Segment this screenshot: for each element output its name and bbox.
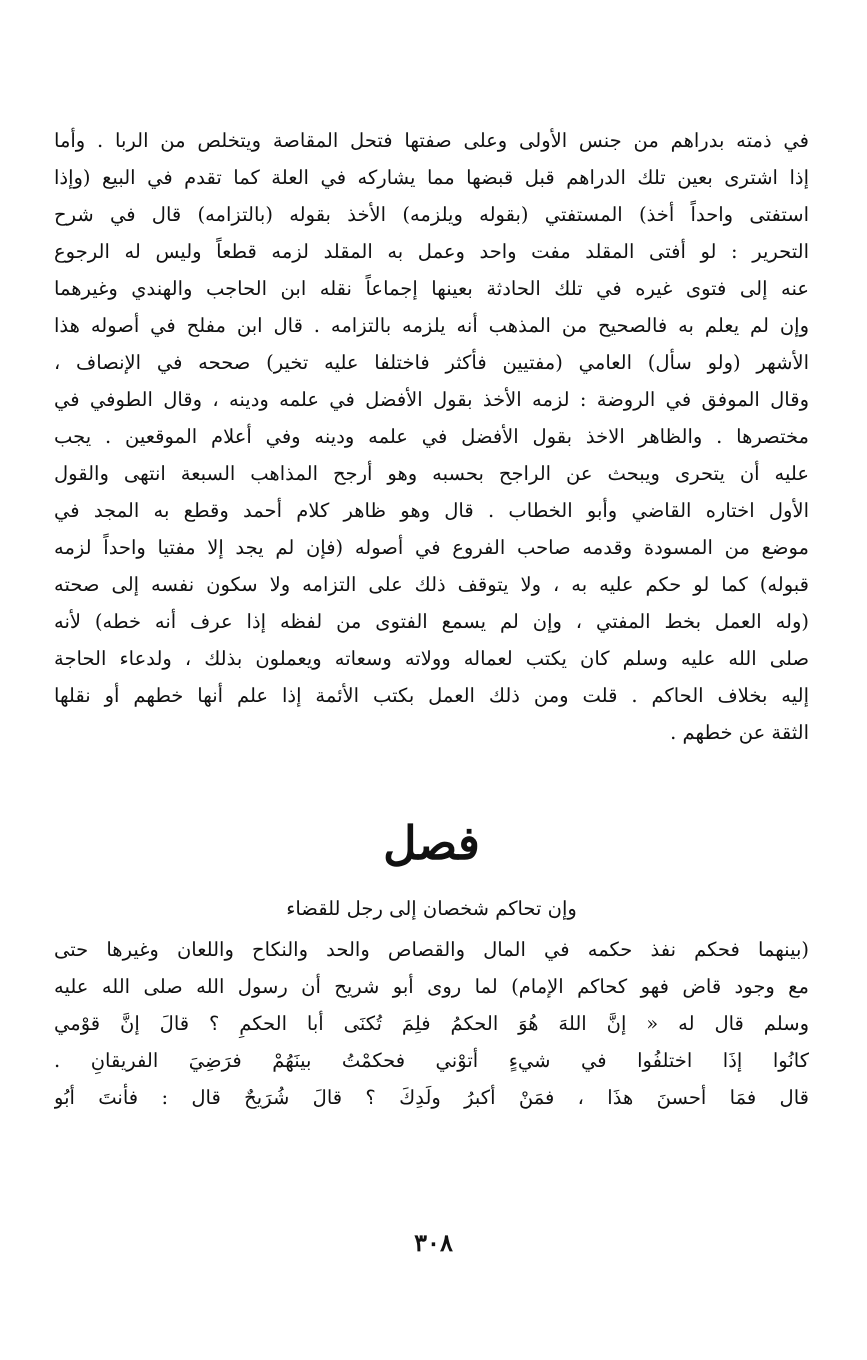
text-line: إذا اشترى بعين تلك الدراهم قبل قبضها مما يشاركه في العلة كما تقدم في البيع (وإذا bbox=[54, 166, 809, 189]
section-subheading: وإن تحاكم شخصان إلى رجل للقضاء bbox=[286, 897, 577, 920]
text-line: موضع من المسودة وقدمه صاحب الفروع في أصوله (فإن لم يجد إلا مفتيا واحداً لزمه bbox=[54, 536, 809, 559]
text-line: مختصرها . والظاهر الاخذ بقول الأفضل في علمه ودينه وفي أعلام الموقعين . يجب bbox=[54, 425, 809, 448]
text-line: استفتى واحداً أخذ) المستفتي (بقوله ويلزمه) الأخذ بقوله (بالتزامه) قال في شرح bbox=[54, 203, 809, 226]
text-line: التحرير : لو أفتى المقلد مفت واحد وعمل به المقلد لزمه قطعاً وليس له الرجوع bbox=[54, 240, 809, 263]
text-line: الأشهر (ولو سأل) العامي (مفتيين فأكثر فاختلفا عليه تخير) صححه في الإنصاف ، bbox=[54, 351, 809, 374]
text-line: قال فمَا أحسنَ هذَا ، فمَنْ أكبرُ ولَدِكَ ؟ قالَ شُرَيحٌ قال : فأنتَ أبُو bbox=[54, 1086, 809, 1109]
page-number: ٣٠٨ bbox=[414, 1228, 453, 1257]
text-line: الثقة عن خطهم . bbox=[670, 721, 809, 744]
text-line: مع وجود قاض فهو كحاكم الإمام) لما روى أبو شريح أن رسول الله صلى الله عليه bbox=[54, 975, 809, 998]
text-line: عنه إلى فتوى غيره في تلك الحادثة بعينها إجماعاً نقله ابن الحاجب والهندي وغيرهما bbox=[54, 277, 809, 300]
text-line: وإن لم يعلم به فالصحيح من المذهب أنه يلزمه بالتزامه . قال ابن مفلح في أصوله هذا bbox=[54, 314, 809, 337]
text-line: (بينهما فحكم نفذ حكمه في المال والقصاص والحد والنكاح واللعان وغيرها حتى bbox=[54, 938, 809, 961]
text-line: الأول اختاره القاضي وأبو الخطاب . قال وهو ظاهر كلام أحمد وقطع به المجد في bbox=[54, 499, 809, 522]
text-line: وسلم قال له « إنَّ اللهَ هُوَ الحكمُ فلِمَ تُكنَى أبا الحكمِ ؟ قالَ إنَّ قوْمي bbox=[54, 1012, 809, 1035]
text-line: كانُوا إذَا اختلفُوا في شيءٍ أتوْني فحكمْتُ بينَهُمْ فرَضِيَ الفريقانِ . bbox=[54, 1049, 809, 1072]
text-line: عليه أن يتحرى ويبحث عن الراجح بحسبه وهو أرجح المذاهب السبعة انتهى والقول bbox=[54, 462, 809, 485]
text-line: في ذمته بدراهم من جنس الأولى وعلى صفتها فتحل المقاصة ويتخلص من الربا . وأما bbox=[54, 129, 809, 152]
text-line: صلى الله عليه وسلم كان يكتب لعماله وولاته وسعاته ويعملون بذلك ، ولدعاء الحاجة bbox=[54, 647, 809, 670]
text-line: إليه بخلاف الحاكم . قلت ومن ذلك العمل بكتب الأئمة إذا علم أنها خطهم أو نقلها bbox=[54, 684, 809, 707]
text-line: وقال الموفق في الروضة : لزمه الأخذ بقول الأفضل في علمه ودينه ، وقال الطوفي في bbox=[54, 388, 809, 411]
paragraph-2 bbox=[54, 931, 809, 1116]
section-heading: فصل bbox=[383, 816, 480, 870]
text-line: (وله العمل بخط المفتي ، وإن لم يسمع الفتوى من لفظه إذا عرف أنه خطه) لأنه bbox=[54, 610, 809, 633]
text-line: قبوله) كما لو حكم عليه به ، ولا يتوقف ذلك على التزامه ولا سكون نفسه إلى صحته bbox=[54, 573, 809, 596]
paragraph-1 bbox=[54, 122, 809, 751]
